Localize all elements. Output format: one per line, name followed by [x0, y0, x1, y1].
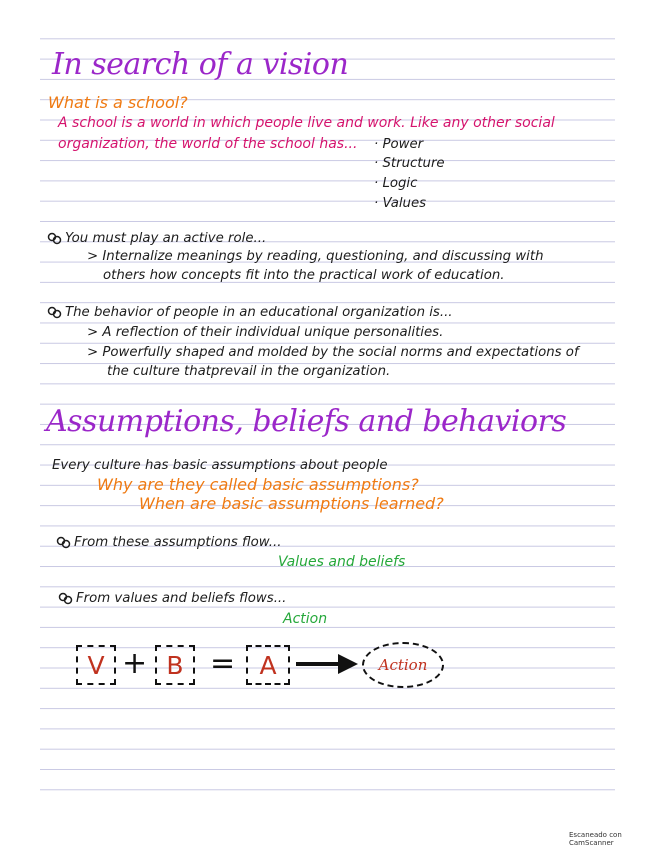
- flow-heading: From values and beliefs flows...: [76, 591, 287, 606]
- plus-sign: +: [122, 646, 148, 681]
- flower-bullet-icon: [56, 536, 72, 550]
- flow-result: Values and beliefs: [278, 554, 406, 570]
- flow-result: Action: [283, 611, 328, 627]
- equals-sign: =: [210, 646, 236, 681]
- question-2: When are basic assumptions learned?: [139, 494, 444, 513]
- point-subline: > Internalize meanings by reading, questioning, and discussing with: [87, 249, 544, 264]
- a-box: A: [246, 645, 290, 685]
- flower-bullet-icon: [58, 592, 74, 606]
- action-oval: Action: [362, 642, 444, 688]
- aspect-item: · Logic: [374, 176, 418, 191]
- section-title-vision: In search of a vision: [52, 47, 349, 82]
- flower-bullet-icon: [47, 232, 63, 246]
- flow-heading: From these assumptions flow...: [74, 535, 282, 550]
- answer-line-1: A school is a world in which people live and work. Like any other social: [58, 115, 555, 131]
- point-subline: > Powerfully shaped and molded by the social norms and expectations of: [87, 345, 579, 360]
- intro-text: Every culture has basic assumptions about people: [52, 458, 388, 473]
- aspect-item: · Values: [374, 196, 427, 211]
- point-heading: You must play an active role...: [65, 231, 267, 246]
- question-1: Why are they called basic assumptions?: [97, 475, 419, 494]
- flower-bullet-icon: [47, 306, 63, 320]
- arrow-right-icon: [294, 652, 360, 676]
- scanner-footer: Escaneado con CamScanner: [569, 831, 622, 847]
- point-subline: > A reflection of their individual unique personalities.: [87, 325, 444, 340]
- point-subline: the culture thatprevail in the organization.: [107, 364, 391, 379]
- b-box: B: [155, 645, 195, 685]
- aspect-item: · Power: [374, 137, 424, 152]
- aspect-item: · Structure: [374, 156, 445, 171]
- section-title-assumptions: Assumptions, beliefs and behaviors: [46, 404, 567, 439]
- question-heading: What is a school?: [48, 93, 188, 112]
- point-heading: The behavior of people in an educational organization is...: [65, 305, 453, 320]
- point-subline: others how concepts fit into the practical work of education.: [103, 268, 505, 283]
- v-box: V: [76, 645, 116, 685]
- answer-line-2: organization, the world of the school has...: [58, 136, 358, 152]
